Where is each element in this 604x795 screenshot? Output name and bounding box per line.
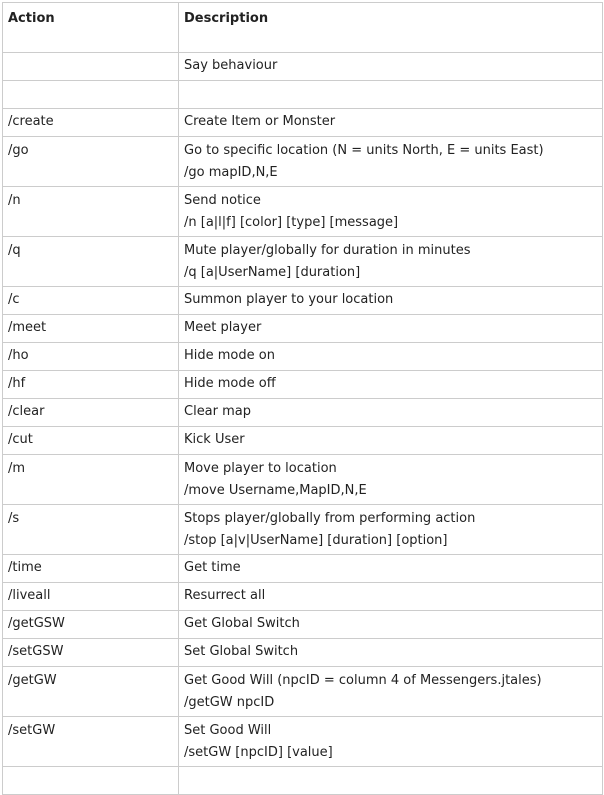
- action-cell: /getGW: [3, 667, 179, 717]
- usage-text: /go mapID,N,E: [184, 165, 278, 180]
- description-text: Stops player/globally from performing action: [184, 511, 476, 526]
- description-text: Hide mode on: [184, 348, 275, 363]
- table-row: [3, 53, 603, 81]
- table-row: [3, 109, 603, 137]
- action-cell: /ho: [3, 343, 179, 371]
- action-cell: /q: [3, 237, 179, 287]
- table-row: [3, 427, 603, 455]
- table-row: [3, 611, 603, 639]
- description-text: Set Good Will: [184, 723, 272, 738]
- table-header-row: [3, 3, 603, 53]
- description-cell: [179, 639, 603, 667]
- description-text: Get Global Switch: [184, 616, 300, 631]
- action-cell: /liveall: [3, 583, 179, 611]
- description-cell: [179, 81, 603, 109]
- action-cell: /setGSW: [3, 639, 179, 667]
- description-cell: [179, 53, 603, 81]
- table-row: [3, 81, 603, 109]
- table-row: [3, 187, 603, 237]
- table-row: [3, 455, 603, 505]
- description-text: Hide mode off: [184, 376, 276, 391]
- description-cell: [179, 109, 603, 137]
- table-row: [3, 343, 603, 371]
- header-description: Description: [179, 3, 603, 53]
- action-cell: [3, 81, 179, 109]
- table-row: [3, 371, 603, 399]
- description-cell: [179, 717, 603, 767]
- action-cell: /hf: [3, 371, 179, 399]
- table-row: [3, 555, 603, 583]
- description-text: Say behaviour: [184, 58, 278, 73]
- action-cell: /clear: [3, 399, 179, 427]
- action-cell: /getGSW: [3, 611, 179, 639]
- action-cell: /setGW: [3, 717, 179, 767]
- table-row: [3, 717, 603, 767]
- description-text: Clear map: [184, 404, 252, 419]
- description-cell: [179, 767, 603, 795]
- description-text: Resurrect all: [184, 588, 266, 603]
- action-cell: /c: [3, 287, 179, 315]
- description-text: Meet player: [184, 320, 262, 335]
- description-cell: [179, 237, 603, 287]
- description-cell: [179, 399, 603, 427]
- description-text: Move player to location: [184, 461, 337, 476]
- action-cell: /n: [3, 187, 179, 237]
- commands-table: [2, 2, 603, 795]
- action-cell: /meet: [3, 315, 179, 343]
- description-cell: [179, 371, 603, 399]
- action-cell: /s: [3, 505, 179, 555]
- action-cell: /m: [3, 455, 179, 505]
- description-cell: [179, 187, 603, 237]
- usage-text: /n [a|l|f] [color] [type] [message]: [184, 215, 399, 230]
- description-cell: [179, 505, 603, 555]
- table-row: [3, 667, 603, 717]
- description-cell: [179, 555, 603, 583]
- action-cell: /go: [3, 137, 179, 187]
- table-row: [3, 767, 603, 795]
- description-cell: [179, 137, 603, 187]
- action-cell: [3, 767, 179, 795]
- table-row: [3, 583, 603, 611]
- description-text: Send notice: [184, 193, 261, 208]
- action-cell: /create: [3, 109, 179, 137]
- description-text: Go to specific location (N = units North, E = units East): [184, 143, 544, 158]
- header-action: Action: [3, 3, 179, 53]
- table-row: [3, 137, 603, 187]
- action-cell: /cut: [3, 427, 179, 455]
- description-text: Mute player/globally for duration in minutes: [184, 243, 471, 258]
- description-text: Summon player to your location: [184, 292, 394, 307]
- action-cell: /time: [3, 555, 179, 583]
- description-cell: [179, 427, 603, 455]
- description-text: Kick User: [184, 432, 245, 447]
- action-cell: [3, 53, 179, 81]
- description-cell: [179, 455, 603, 505]
- commands-table-body: [3, 3, 603, 795]
- description-text: Create Item or Monster: [184, 114, 336, 129]
- usage-text: /q [a|UserName] [duration]: [184, 265, 361, 280]
- description-text: Get Good Will (npcID = column 4 of Messengers.jtales): [184, 673, 542, 688]
- description-cell: [179, 611, 603, 639]
- description-cell: [179, 287, 603, 315]
- description-cell: [179, 315, 603, 343]
- usage-text: /move Username,MapID,N,E: [184, 483, 367, 498]
- usage-text: /stop [a|v|UserName] [duration] [option]: [184, 533, 448, 548]
- description-text: Set Global Switch: [184, 644, 299, 659]
- description-cell: [179, 583, 603, 611]
- table-row: [3, 399, 603, 427]
- table-row: [3, 505, 603, 555]
- usage-text: /setGW [npcID] [value]: [184, 745, 333, 760]
- table-row: [3, 639, 603, 667]
- table-row: [3, 287, 603, 315]
- usage-text: /getGW npcID: [184, 695, 275, 710]
- description-text: Get time: [184, 560, 241, 575]
- description-cell: [179, 667, 603, 717]
- table-row: [3, 315, 603, 343]
- description-cell: [179, 343, 603, 371]
- table-row: [3, 237, 603, 287]
